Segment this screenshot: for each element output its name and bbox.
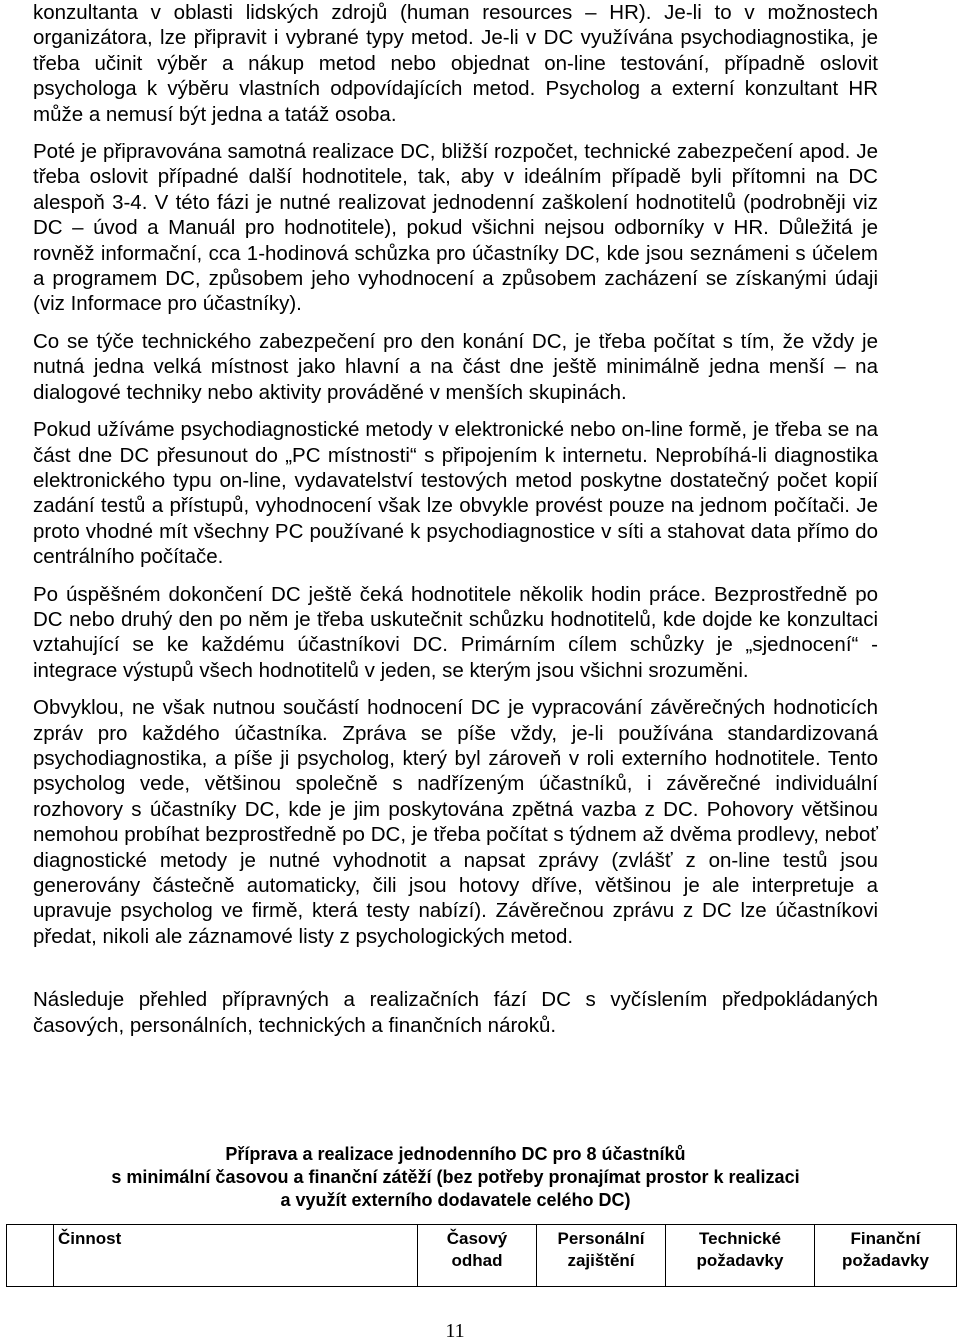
header-activity bbox=[54, 1225, 418, 1287]
table-title-line-1: Příprava a realizace jednodenního DC pro 8 účastníků bbox=[225, 1144, 686, 1164]
paragraph-6: Obvyklou, ne však nutnou součástí hodnocení DC je vypracování závěrečných hodnoticích zpráv pro každého účastníka. Zpráva se píše vždy, je-li používána standardizovaná psychodiagnostika, a píše ji psycholog, který byl zároveň v roli externího hodnotitele. Tento psycholog vede, většinou společně s nadřízeným účastníků, i závěrečné individuální rozhovory s účastníky DC, kde je jim poskytována zpětná vazba z DC. Pohovory většinou nemohou probíhat bezprostředně po DC, je třeba počítat s týdnem až dvěma prodlevy, neboť diagnostické metody je nutné vyhodnotit a napsat zprávy (zvlášť z on-line testů jsou generovány částečně automaticky, čili jsou hotovy dříve, většinou je ale interpretuje a upravuje psycholog ve firmě, která testy nabízí). Závěrečnou zprávu z DC lze účastníkovi předat, nikoli ale záznamové listy z psychologických metod. bbox=[33, 696, 878, 948]
header-technical: Technické požadavky bbox=[666, 1225, 815, 1287]
table-title bbox=[33, 1143, 878, 1212]
header-personnel: Personální zajištění bbox=[537, 1225, 666, 1287]
header-activity-label: Činnost bbox=[58, 1229, 122, 1248]
phases-table bbox=[6, 1224, 957, 1287]
page-number: 11 bbox=[445, 1320, 465, 1342]
header-financial: Finanční požadavky bbox=[815, 1225, 957, 1287]
table-spacer-cell bbox=[7, 1225, 54, 1287]
table-title-line-3: a využít externího dodavatele celého DC) bbox=[280, 1190, 631, 1210]
paragraph-5: Po úspěšném dokončení DC ještě čeká hodnotitele několik hodin práce. Bezprostředně po DC nebo druhý den po něm je třeba uskutečnit schůzku hodnotitelů, kde dojde ke konzultaci vztahující se ke každému účastníkovi DC. Primárním cílem schůzky je „sjednocení“ - integrace výstupů všech hodnotitelů v jeden, se kterým jsou všichni srozuměni. bbox=[33, 582, 878, 682]
paragraph-1: konzultanta v oblasti lidských zdrojů (human resources – HR). Je-li to v možnostech organizátora, lze připravit i vybrané typy metod. Je-li v DC využívána psychodiagnostika, je třeba učinit výběr a nákup metod nebo objednat on-line testování, případně oslovit psychologa k výběru vlastních odpovídajících metod. Psycholog a externí konzultant HR může a nemusí být jedna a tatáž osoba. bbox=[33, 1, 878, 126]
table-title-line-2: s minimální časovou a finanční zátěží (bez potřeby pronajímat prostor k realizaci bbox=[111, 1167, 800, 1187]
paragraph-7: Následuje přehled přípravných a realizačních fází DC s vyčíslením předpokládaných časových, personálních, technických a finančních nároků. bbox=[33, 988, 878, 1037]
paragraph-2: Poté je připravována samotná realizace DC, bližší rozpočet, technické zabezpečení apod. Je třeba oslovit případné další hodnotitele, tak, aby v ideálním případě byli přítomni na DC alespoň 3-4. V této fázi je nutné realizovat jednodenní zaškolení hodnotitelů (podrobněji viz DC – úvod a Manuál pro hodnotitele), pokud všichni nejsou odborníky v HR. Důležitá je rovněž informační, cca 1-hodinová schůzka pro účastníky DC, kde jsou seznámeni s účelem a programem DC, způsobem jeho vyhodnocení a způsobem zacházení se získanými údaji (viz Informace pro účastníky). bbox=[33, 140, 878, 316]
header-time-estimate: Časový odhad bbox=[418, 1225, 537, 1287]
paragraph-3: Co se týče technického zabezpečení pro den konání DC, je třeba počítat s tím, že vždy je nutná jedna velká místnost jako hlavní a na část dne ještě minimálně jedna menší – na dialogové techniky nebo aktivity prováděné v menších skupinách. bbox=[33, 329, 878, 404]
document-body bbox=[33, 0, 878, 1038]
paragraph-4: Pokud užíváme psychodiagnostické metody v elektronické nebo on-line formě, je třeba se na část dne DC přesunout do „PC místnosti“ s připojením k internetu. Neprobíhá-li diagnostika elektronického typu on-line, vydavatelství testových metod poskytne dostatečný počet kopií zadání testů a přístupů, vyhodnocení však lze obvykle provést pouze na jednom počítači. Je proto vhodné mít všechny PC používané k psychodiagnostice v síti a stahovat data přímo do centrálního počítače. bbox=[33, 418, 878, 569]
table-header-row bbox=[7, 1225, 957, 1287]
